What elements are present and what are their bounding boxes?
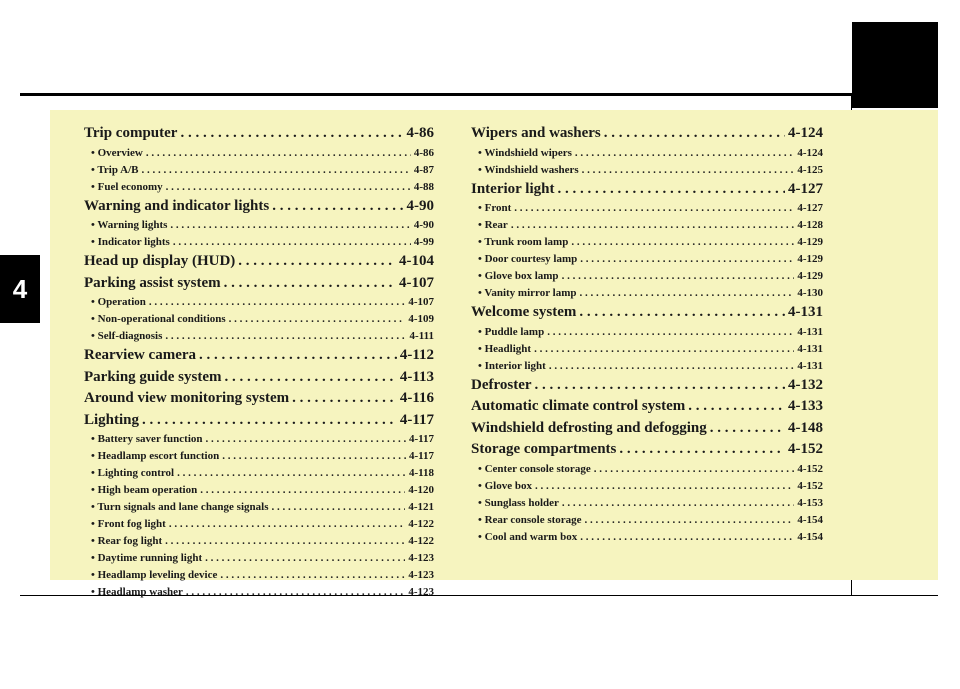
toc-entry-page: 4-129 [797, 253, 823, 265]
toc-entry[interactable] [84, 367, 434, 389]
toc-entry-label: Defroster [471, 376, 532, 393]
toc-entry[interactable] [471, 396, 823, 418]
toc-entry-page: 4-154 [797, 530, 823, 543]
toc-entry-page: 4-131 [797, 359, 823, 372]
toc-entry-label: Head up display (HUD) [84, 253, 236, 269]
toc-entry-label: • Non-operational conditions [91, 313, 226, 325]
toc-entry-label: • Operation [91, 296, 146, 308]
toc-column-left [84, 123, 434, 601]
toc-subentry[interactable] [84, 328, 434, 345]
dot-leader [535, 478, 794, 495]
toc-entry-page: 4-99 [413, 236, 434, 248]
toc-subentry[interactable] [471, 324, 823, 341]
toc-entry-label: • Door courtesy lamp [478, 253, 578, 265]
toc-subentry[interactable] [84, 567, 434, 584]
toc-entry[interactable] [471, 439, 823, 461]
toc-entry-page: 4-123 [408, 552, 434, 564]
dot-leader [200, 482, 405, 499]
toc-subentry[interactable] [471, 478, 823, 495]
toc-entry-label: Trip computer [84, 125, 178, 141]
dot-leader [177, 465, 406, 482]
toc-subentry[interactable] [471, 234, 823, 251]
toc-entry-label: • Warning lights [91, 219, 168, 231]
toc-subentry[interactable] [471, 200, 823, 217]
toc-subentry[interactable] [84, 448, 434, 465]
toc-entry-label: • Cool and warm box [478, 530, 578, 543]
toc-entry-label: • Center console storage [478, 462, 591, 475]
dot-leader [534, 341, 794, 358]
dot-leader [688, 396, 785, 418]
toc-subentry[interactable] [84, 516, 434, 533]
toc-entry-page: 4-90 [406, 197, 434, 214]
chapter-number: 4 [12, 273, 28, 304]
toc-subentry[interactable] [84, 311, 434, 328]
toc-entry-page: 4-122 [408, 535, 434, 547]
toc-entry[interactable] [84, 388, 434, 410]
toc-entry-page: 4-113 [399, 368, 434, 385]
dot-leader [186, 584, 405, 601]
toc-subentry[interactable] [84, 431, 434, 448]
toc-subentry[interactable] [471, 268, 823, 285]
dot-leader [292, 388, 397, 410]
toc-entry-page: 4-116 [399, 390, 434, 406]
toc-subentry[interactable] [84, 234, 434, 251]
toc-entry-label: • Battery saver function [91, 433, 203, 445]
dot-leader [149, 294, 405, 311]
toc-entry-page: 4-125 [797, 163, 823, 176]
toc-entry[interactable] [471, 123, 823, 145]
toc-subentry[interactable] [471, 512, 823, 529]
toc-entry-label: Warning and indicator lights [84, 197, 270, 214]
toc-entry-label: • Lighting control [91, 467, 175, 479]
dot-leader [141, 162, 410, 179]
dot-leader [514, 200, 794, 217]
toc-entry-label: • Headlamp escort function [91, 450, 220, 462]
dot-leader [165, 328, 406, 345]
toc-subentry[interactable] [471, 162, 823, 179]
toc-subentry[interactable] [471, 145, 823, 162]
toc-entry-page: 4-120 [408, 484, 434, 496]
toc-entry-label: • Glove box [478, 479, 532, 492]
dot-leader [222, 448, 406, 465]
toc-entry-page: 4-130 [797, 287, 823, 299]
toc-entry-page: 4-86 [406, 125, 434, 141]
toc-subentry[interactable] [84, 584, 434, 601]
toc-entry-page: 4-129 [797, 270, 823, 282]
toc-entry-page: 4-133 [788, 398, 823, 414]
toc-entry-label: Interior light [471, 180, 555, 197]
toc-entry-label: • Front [478, 202, 512, 214]
toc-subentry[interactable] [84, 217, 434, 234]
toc-subentry[interactable] [471, 495, 823, 512]
toc-entry-page: 4-131 [797, 342, 823, 355]
toc-entry[interactable] [471, 179, 823, 201]
toc-entry-label: • Sunglass holder [478, 496, 559, 509]
dot-leader [170, 217, 410, 234]
toc-subentry[interactable] [84, 550, 434, 567]
dot-leader [173, 234, 411, 251]
toc-entry-label: • Interior light [478, 359, 546, 372]
toc-entry-label: Parking assist system [84, 274, 221, 291]
dot-leader [547, 324, 794, 341]
dot-leader [710, 418, 785, 440]
toc-entry-page: 4-123 [408, 586, 434, 598]
dot-leader [571, 234, 794, 251]
toc-entry-label: • Fuel economy [91, 180, 163, 193]
toc-entry[interactable] [84, 273, 434, 295]
toc-entry[interactable] [471, 302, 823, 324]
dot-leader [225, 367, 397, 389]
toc-entry-label: • Overview [91, 146, 143, 159]
toc-entry-page: 4-117 [408, 433, 434, 445]
toc-subentry[interactable] [84, 465, 434, 482]
dot-leader [180, 123, 403, 145]
toc-entry[interactable] [84, 345, 434, 367]
dot-leader [238, 251, 396, 273]
toc-entry-page: 4-152 [797, 479, 823, 492]
toc-entry-label: • Windshield wipers [478, 146, 572, 159]
dot-leader [579, 302, 785, 324]
toc-subentry[interactable] [471, 529, 823, 546]
toc-entry-page: 4-132 [788, 376, 823, 393]
toc-entry-label: Wipers and washers [471, 125, 601, 141]
toc-entry-page: 4-124 [797, 146, 823, 159]
dot-leader [582, 162, 795, 179]
toc-entry-page: 4-154 [797, 513, 823, 526]
toc-entry-page: 4-117 [408, 450, 434, 462]
toc-entry-label: Windshield defrosting and defogging [471, 419, 707, 436]
dot-leader [205, 550, 405, 567]
toc-subentry[interactable] [471, 461, 823, 478]
toc-entry-label: • Rear [478, 219, 508, 231]
dot-leader [562, 495, 794, 512]
dot-leader [169, 516, 405, 533]
dot-leader [271, 499, 405, 516]
dot-leader [579, 285, 794, 302]
toc-entry-page: 4-90 [413, 219, 434, 231]
dot-leader [535, 375, 785, 397]
toc-entry-label: • High beam operation [91, 484, 198, 496]
toc-entry-label: • Turn signals and lane change signals [91, 501, 269, 513]
toc-entry-label: • Windshield washers [478, 163, 579, 176]
dot-leader [142, 410, 397, 432]
toc-entry-page: 4-118 [408, 467, 434, 479]
dot-leader [511, 217, 795, 234]
toc-entry-page: 4-128 [797, 219, 823, 231]
toc-entry-page: 4-122 [408, 518, 434, 530]
dot-leader [166, 179, 411, 196]
chapter-tab [0, 255, 40, 323]
dot-leader [220, 567, 405, 584]
toc-entry-page: 4-109 [408, 313, 434, 325]
toc-subentry[interactable] [471, 217, 823, 234]
toc-entry-page: 4-131 [797, 325, 823, 338]
dot-leader [575, 145, 794, 162]
dot-leader [206, 431, 406, 448]
toc-entry-page: 4-127 [788, 180, 823, 197]
toc-entry-page: 4-123 [408, 569, 434, 581]
toc-entry-label: • Trip A/B [91, 163, 139, 176]
toc-entry-label: • Vanity mirror lamp [478, 287, 577, 299]
toc-subentry[interactable] [471, 341, 823, 358]
toc-entry-label: • Trunk room lamp [478, 236, 569, 248]
toc-entry-label: • Indicator lights [91, 236, 170, 248]
toc-entry-label: Lighting [84, 411, 140, 428]
toc-entry-page: 4-107 [399, 274, 434, 291]
toc-entry-page: 4-152 [797, 462, 823, 475]
dot-leader [585, 512, 795, 529]
toc-subentry[interactable] [84, 499, 434, 516]
dot-leader [272, 196, 403, 218]
toc-entry-label: • Rear fog light [91, 535, 163, 547]
toc-entry-page: 4-148 [788, 419, 823, 436]
top-rule [20, 93, 938, 96]
toc-subentry[interactable] [84, 162, 434, 179]
toc-entry-label: Rearview camera [84, 347, 197, 363]
toc-entry-page: 4-87 [413, 163, 434, 176]
toc-entry-page: 4-121 [408, 501, 434, 513]
toc-entry-label: Storage compartments [471, 441, 617, 457]
toc-entry-label: • Self-diagnosis [91, 330, 163, 342]
toc-entry-page: 4-104 [399, 253, 434, 269]
toc-entry-page: 4-112 [399, 347, 434, 363]
toc-entry-page: 4-131 [788, 304, 823, 320]
dot-leader [580, 251, 794, 268]
toc-entry[interactable] [84, 123, 434, 145]
toc-entry-label: • Rear console storage [478, 513, 582, 526]
toc-entry-page: 4-127 [797, 202, 823, 214]
dot-leader [580, 529, 794, 546]
toc-subentry[interactable] [84, 482, 434, 499]
toc-entry-label: • Front fog light [91, 518, 166, 530]
toc-entry-label: Automatic climate control system [471, 398, 686, 414]
toc-entry[interactable] [471, 375, 823, 397]
toc-entry-page: 4-153 [797, 496, 823, 509]
toc-entry-label: Parking guide system [84, 368, 222, 385]
toc-entry-label: • Headlamp leveling device [91, 569, 218, 581]
dot-leader [619, 439, 785, 461]
toc-entry-page: 4-86 [413, 146, 434, 159]
toc-subentry[interactable] [471, 251, 823, 268]
toc-entry-label: • Headlamp washer [91, 586, 183, 598]
toc-entry-label: • Glove box lamp [478, 270, 559, 282]
dot-leader [549, 358, 795, 375]
dot-leader [604, 123, 785, 145]
toc-entry-page: 4-107 [408, 296, 434, 308]
toc-entry-page: 4-129 [797, 236, 823, 248]
dot-leader [165, 533, 405, 550]
toc-column-right [471, 123, 823, 546]
dot-leader [199, 345, 397, 367]
toc-subentry[interactable] [471, 285, 823, 302]
dot-leader [224, 273, 396, 295]
toc-subentry[interactable] [84, 294, 434, 311]
toc-entry-label: • Headlight [478, 342, 532, 355]
toc-entry[interactable] [84, 251, 434, 273]
toc-entry[interactable] [84, 410, 434, 432]
toc-entry-page: 4-124 [788, 125, 823, 141]
dot-leader [146, 145, 411, 162]
toc-subentry[interactable] [84, 533, 434, 550]
toc-entry[interactable] [471, 418, 823, 440]
toc-entry-label: Welcome system [471, 304, 577, 320]
toc-entry-label: • Daytime running light [91, 552, 203, 564]
toc-subentry[interactable] [84, 179, 434, 196]
dot-leader [562, 268, 795, 285]
dot-leader [557, 179, 785, 201]
toc-entry-page: 4-111 [409, 330, 434, 342]
toc-entry-label: • Puddle lamp [478, 325, 545, 338]
toc-entry-page: 4-117 [399, 411, 434, 428]
toc-entry-page: 4-152 [788, 441, 823, 457]
toc-entry-page: 4-88 [413, 180, 434, 193]
dot-leader [594, 461, 795, 478]
toc-subentry[interactable] [471, 358, 823, 375]
toc-entry[interactable] [84, 196, 434, 218]
toc-subentry[interactable] [84, 145, 434, 162]
dot-leader [229, 311, 406, 328]
toc-entry-label: Around view monitoring system [84, 390, 290, 406]
